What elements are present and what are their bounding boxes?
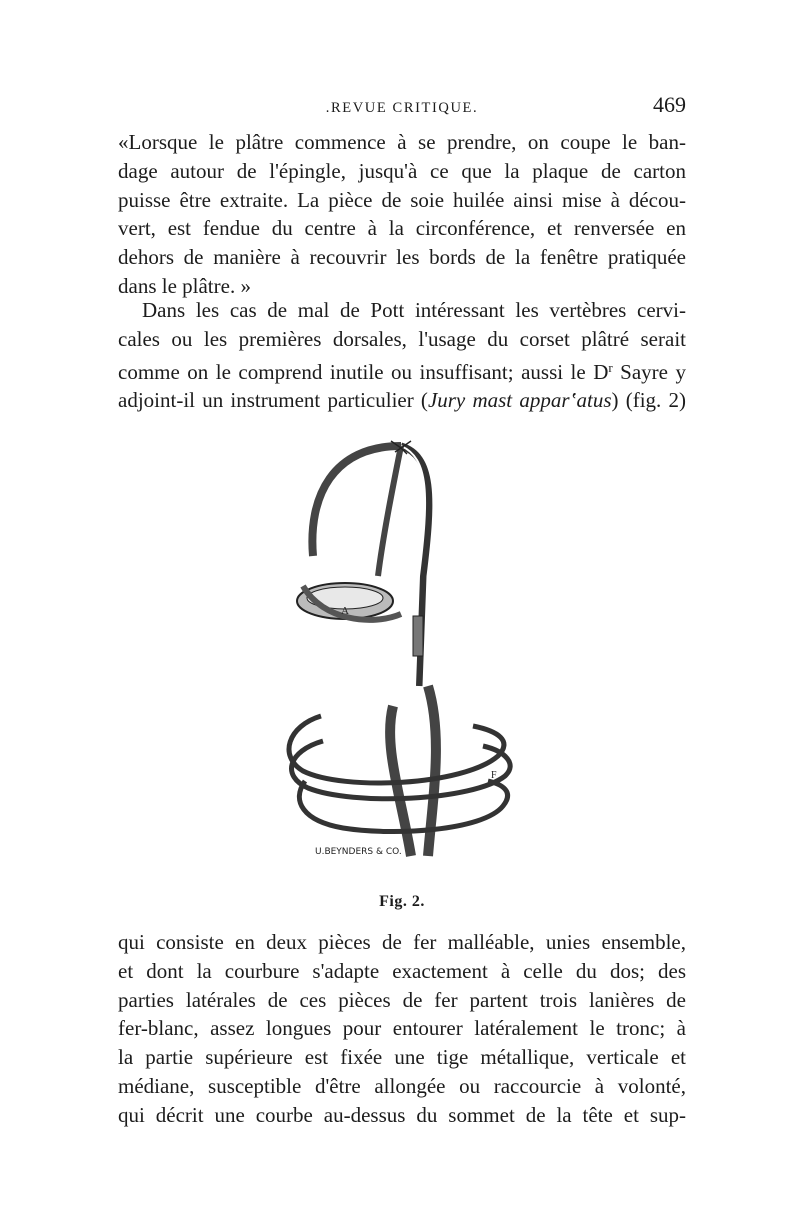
paragraph-quote [118,128,686,301]
text-line: «Lorsque le plâtre commence à se prendre, on coupe le ban- [118,130,686,154]
text-line: cales ou les premières dorsales, l'usage du corset plâtré serait [118,326,686,351]
text-line: qui consiste en deux pièces de fer malléable, unies ensemble, [118,930,686,954]
text-line: Dans les cas de mal de Pott intéressant les vertèbres cervi- [142,298,686,322]
label-f: F [491,770,497,781]
figure-caption: Fig. 2. [379,893,425,910]
italic-term: Jury mast appar‛atus [427,388,612,413]
text-segment: ) (fig. 2) [611,388,686,413]
mast-adjuster [413,616,423,656]
paragraph-pott [118,296,686,415]
label-a: A [341,605,349,617]
text-line: dehors de manière à recouvrir les bords de la fenêtre pratiquée [118,245,686,270]
text-segment: comme on le comprend inutile ou insuffisant; aussi le D [118,359,609,384]
running-head [118,92,686,122]
text-line: puisse être extraite. La pièce de soie huilée ainsi mise à décou- [118,187,686,212]
text-segment: Sayre y [612,359,686,384]
text-line-with-superscript [118,354,686,387]
running-title: .REVUE CRITIQUE. [325,100,479,116]
text-line: vert, est fendue du centre à la circonférence, et renversée en [118,216,686,241]
paragraph-description [118,928,686,1130]
figure-jury-mast-illustration [283,436,523,876]
text-line: et dont la courbure s'adapte exactement à celle du dos; des [118,958,686,983]
text-line: la partie supérieure est fixée une tige métallique, verticale et [118,1045,686,1070]
head-strap-right [378,446,401,576]
text-segment: adjoint-il un instrument particulier ( [118,388,428,413]
engraver-signature: U.BEYNDERS & CO. [315,847,402,857]
text-line-with-italic [118,386,686,415]
superscript: r [608,359,613,375]
text-line: dans le plâtre. » [118,273,251,298]
text-line: fer-blanc, assez longues pour entourer latéralement le tronc; à [118,1016,686,1041]
text-line: dage autour de l'épingle, jusqu'à ce que la plaque de carton [118,158,686,183]
text-line: médiane, susceptible d'être allongée ou raccourcie à volonté, [118,1073,686,1098]
text-line: qui décrit une courbe au-dessus du sommet de la tête et sup- [118,1102,686,1127]
text-line: parties latérales de ces pièces de fer partent trois lanières de [118,987,686,1012]
page-number: 469 [653,92,686,117]
